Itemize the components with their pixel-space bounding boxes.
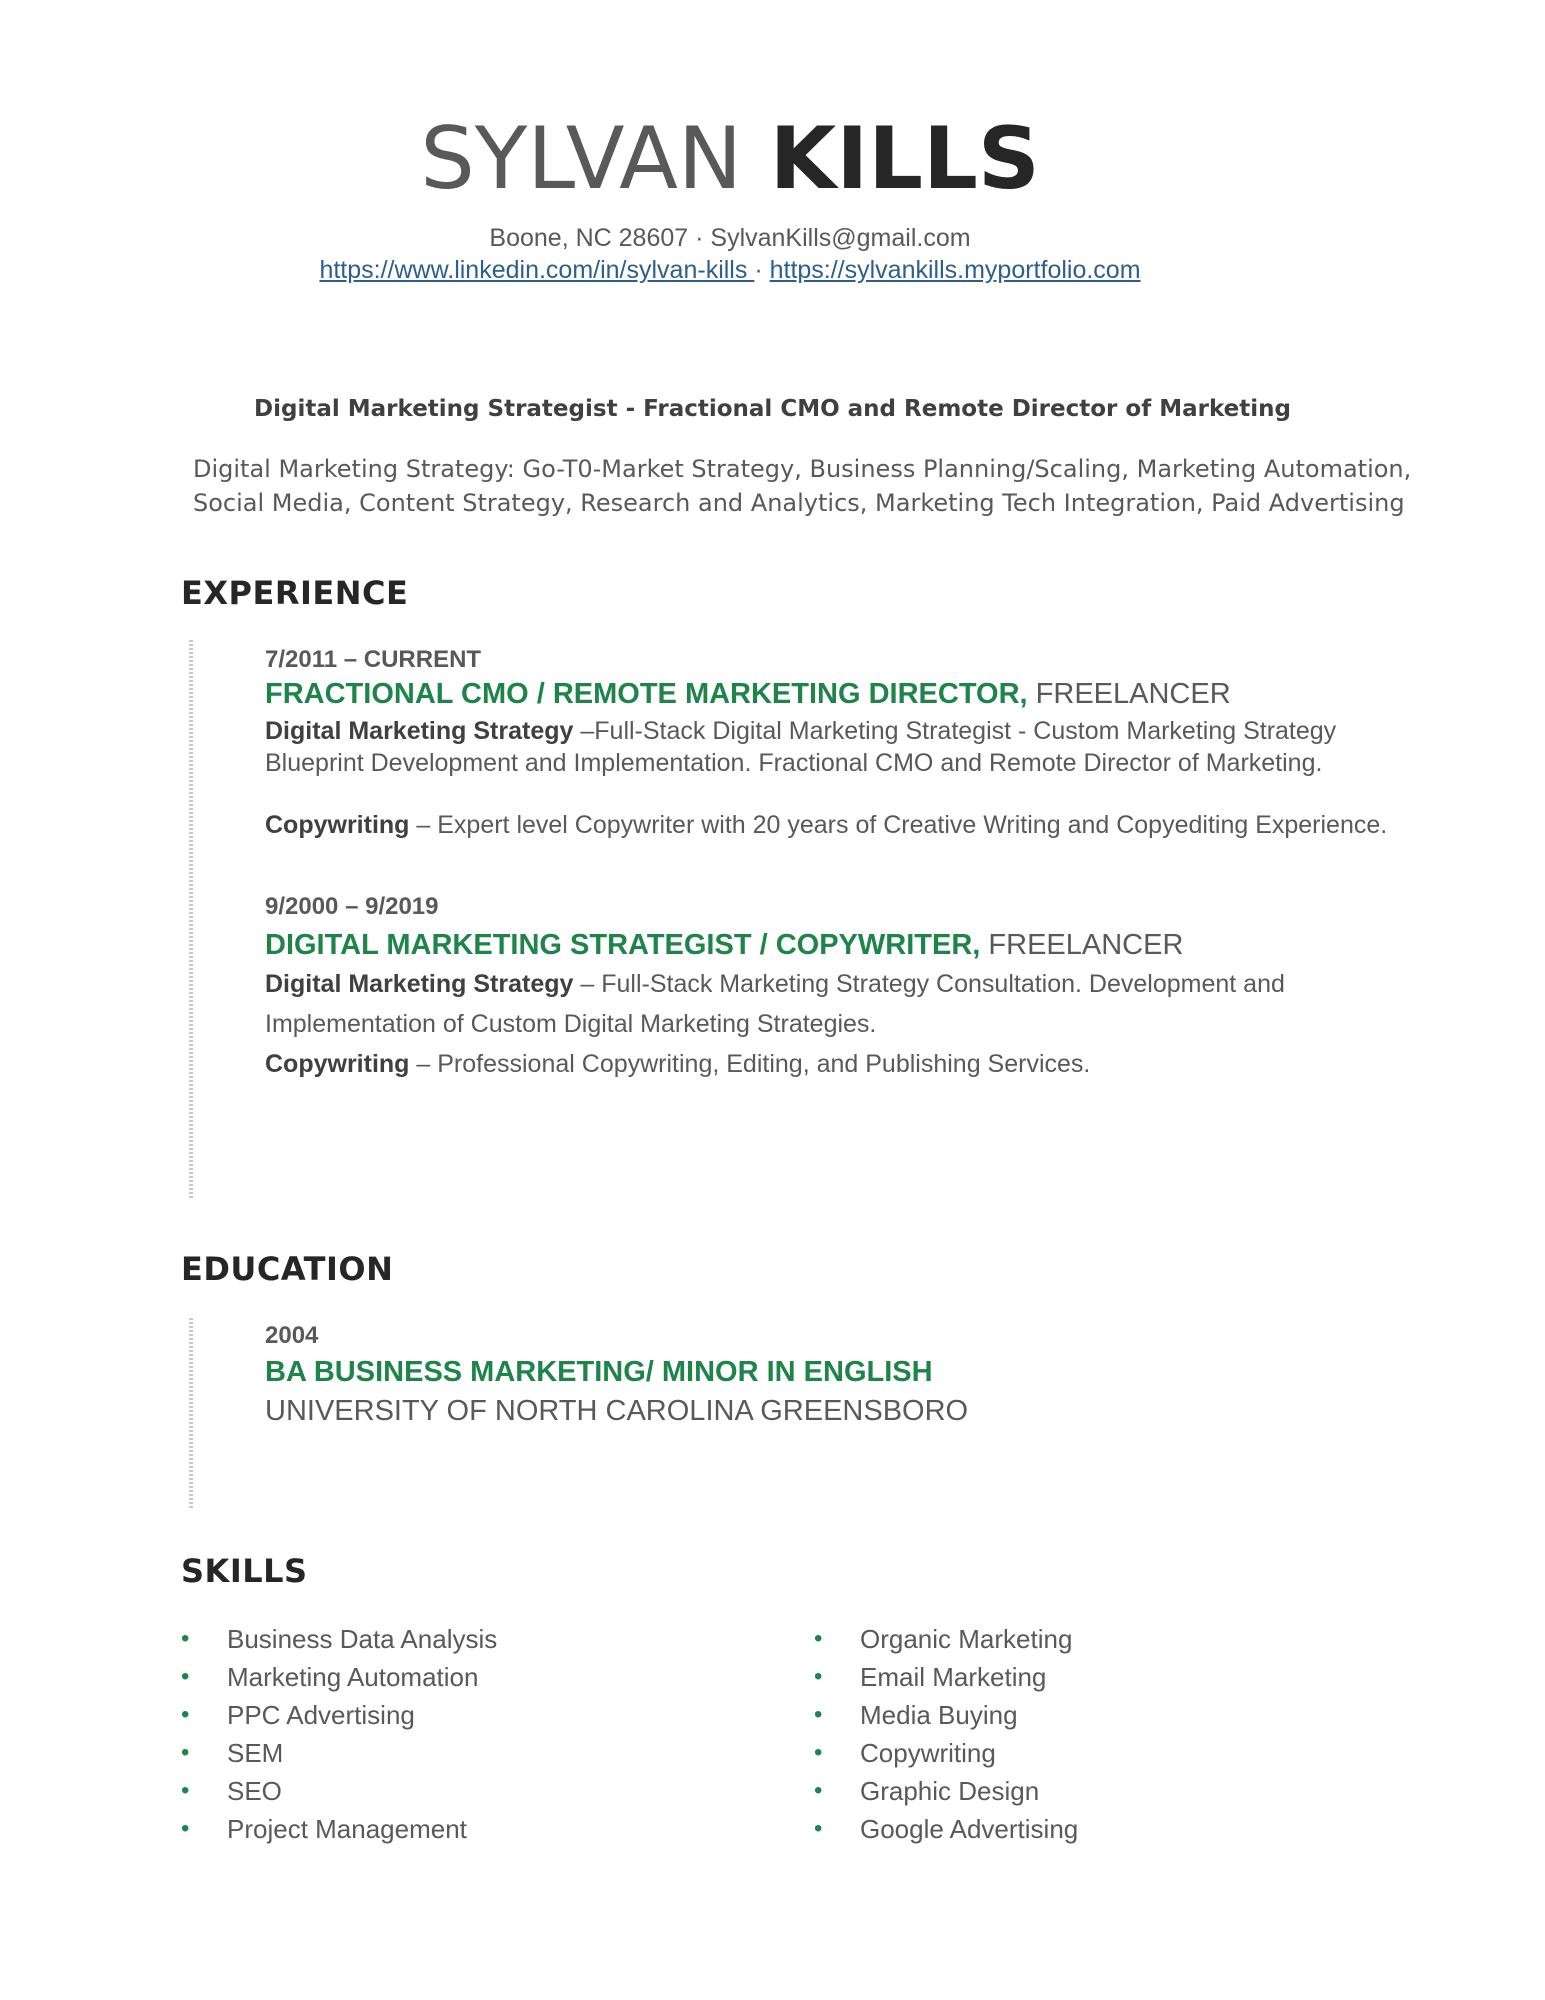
education-entry — [265, 1322, 1415, 1428]
job-title: DIGITAL MARKETING STRATEGIST / COPYWRITER, — [265, 929, 981, 961]
resume-name — [0, 109, 1460, 209]
job-description — [265, 964, 1415, 1044]
skill-item — [181, 1658, 781, 1696]
summary-line-2: Social Media, Content Strategy, Research and Analytics, Marketing Tech Integration, Paid Advertising — [193, 489, 1405, 517]
bullet-icon: • — [181, 1815, 190, 1842]
linkedin-link[interactable]: https://www.linkedin.com/in/sylvan-kills — [319, 256, 755, 284]
skill-label: Email Marketing — [860, 1662, 1047, 1692]
bullet-icon: • — [181, 1625, 190, 1652]
profile-links — [0, 254, 1460, 286]
bullet-icon: • — [814, 1777, 823, 1804]
desc-label: Digital Marketing Strategy — [265, 717, 574, 745]
bullet-icon: • — [181, 1701, 190, 1728]
skills-heading: SKILLS — [181, 1552, 308, 1590]
skill-label: Graphic Design — [860, 1776, 1040, 1806]
skill-label: Project Management — [227, 1814, 467, 1844]
summary-line-1: Digital Marketing Strategy: Go-T0-Market Strategy, Business Planning/Scaling, Marketing Automation, — [193, 455, 1412, 483]
skill-item — [181, 1772, 781, 1810]
headline: Digital Marketing Strategist - Fractional CMO and Remote Director of Marketing — [254, 396, 1291, 422]
bullet-icon: • — [181, 1739, 190, 1766]
skill-label: Copywriting — [860, 1738, 996, 1768]
skill-label: Organic Marketing — [860, 1624, 1073, 1654]
skill-item — [814, 1620, 1414, 1658]
education-degree: BA BUSINESS MARKETING/ MINOR IN ENGLISH — [265, 1356, 933, 1388]
job-role — [265, 929, 1415, 962]
skill-label: Media Buying — [860, 1700, 1018, 1730]
skill-item — [181, 1734, 781, 1772]
skill-item — [814, 1772, 1414, 1810]
skill-item — [814, 1696, 1414, 1734]
job-2 — [265, 893, 1415, 1084]
desc-text: – Expert level Copywriter with 20 years of Creative Writing and Copyediting Experience. — [416, 811, 1388, 839]
bullet-icon: • — [814, 1625, 823, 1652]
skill-label: PPC Advertising — [227, 1700, 415, 1730]
skill-item — [814, 1810, 1414, 1848]
link-separator: · — [754, 256, 763, 284]
job-company: FREELANCER — [988, 929, 1184, 961]
summary — [193, 452, 1413, 520]
experience-rail — [189, 640, 193, 1200]
job-1 — [265, 646, 1415, 845]
last-name: KILLS — [769, 109, 1040, 209]
desc-label: Copywriting — [265, 811, 410, 839]
desc-text: – Full-Stack Marketing Strategy Consultation. Development and Implementation of Custom Digital Marketing Strategies. — [265, 970, 1285, 1038]
contact-info: Boone, NC 28607 · SylvanKills@gmail.com — [489, 224, 971, 252]
desc-text: –Full-Stack Digital Marketing Strategist - Custom Marketing Strategy Blueprint Development and Implementation. Fractional CMO and Remote Director of Marketing. — [265, 717, 1337, 777]
education-degree-row — [265, 1356, 1415, 1389]
skill-item — [814, 1658, 1414, 1696]
job-role — [265, 678, 1415, 711]
skills-right-column — [814, 1620, 1414, 1848]
skill-item — [181, 1620, 781, 1658]
bullet-icon: • — [814, 1663, 823, 1690]
skill-label: SEO — [227, 1776, 282, 1806]
skill-label: Marketing Automation — [227, 1662, 479, 1692]
job-description — [265, 715, 1415, 779]
job-title: FRACTIONAL CMO / REMOTE MARKETING DIRECTOR, — [265, 678, 1028, 710]
job-copywriting — [265, 805, 1415, 845]
desc-label: Copywriting — [265, 1050, 410, 1078]
job-company: FREELANCER — [1035, 678, 1231, 710]
bullet-icon: • — [181, 1663, 190, 1690]
desc-text: – Professional Copywriting, Editing, and Publishing Services. — [416, 1050, 1091, 1078]
first-name: SYLVAN — [420, 109, 743, 209]
skill-item — [181, 1810, 781, 1848]
education-school: UNIVERSITY OF NORTH CAROLINA GREENSBORO — [265, 1395, 969, 1427]
skill-item — [181, 1696, 781, 1734]
skill-label: Business Data Analysis — [227, 1624, 498, 1654]
bullet-icon: • — [814, 1701, 823, 1728]
job-copywriting — [265, 1044, 1415, 1084]
bullet-icon: • — [814, 1739, 823, 1766]
education-date: 2004 — [265, 1322, 319, 1349]
job-date: 7/2011 – CURRENT — [265, 646, 482, 673]
education-heading: EDUCATION — [181, 1250, 394, 1288]
skills-left-column — [181, 1620, 781, 1848]
education-rail — [189, 1318, 193, 1508]
job-date: 9/2000 – 9/2019 — [265, 893, 439, 920]
portfolio-link[interactable]: https://sylvankills.myportfolio.com — [769, 256, 1141, 284]
desc-label: Digital Marketing Strategy — [265, 970, 574, 998]
skill-label: SEM — [227, 1738, 284, 1768]
bullet-icon: • — [814, 1815, 823, 1842]
skill-label: Google Advertising — [860, 1814, 1079, 1844]
skill-item — [814, 1734, 1414, 1772]
bullet-icon: • — [181, 1777, 190, 1804]
experience-heading: EXPERIENCE — [181, 574, 409, 612]
